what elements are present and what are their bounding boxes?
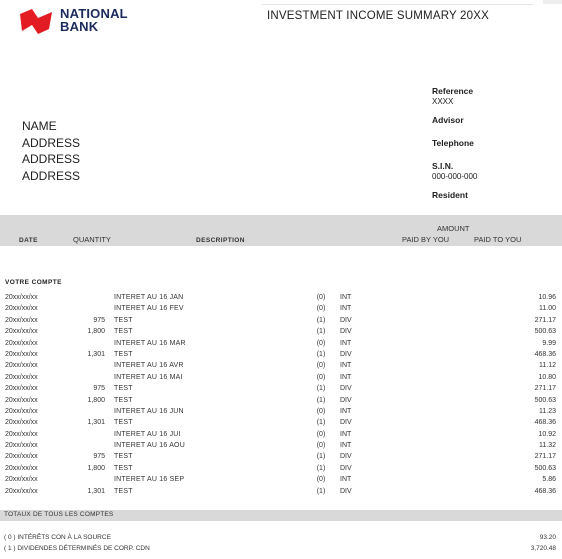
row-code: (1) — [316, 350, 326, 358]
row-amount: 11.12 — [539, 362, 556, 370]
table-row — [0, 304, 562, 315]
row-quantity: 1,301 — [87, 487, 105, 495]
row-code: (1) — [316, 316, 326, 324]
row-description: INTERET AU 16 JAN — [114, 294, 184, 301]
row-date: 20xx/xx/xx — [5, 305, 38, 313]
row-date: 20xx/xx/xx — [5, 430, 38, 438]
row-date: 20xx/xx/xx — [5, 350, 38, 358]
row-quantity: 1,800 — [87, 396, 105, 404]
row-type: DIV — [340, 419, 352, 427]
column-header-amount: AMOUNT — [437, 224, 470, 233]
row-code: (0) — [316, 407, 326, 415]
row-amount: 468.36 — [534, 419, 556, 427]
row-date: 20xx/xx/xx — [5, 328, 38, 336]
row-date: 20xx/xx/xx — [5, 464, 38, 472]
row-type: INT — [340, 373, 352, 381]
row-date: 20xx/xx/xx — [5, 362, 38, 370]
row-code: (1) — [316, 453, 326, 461]
row-quantity: 1,301 — [87, 350, 105, 358]
sin-label: S.I.N. — [432, 161, 454, 171]
total-line-label: ( 1 ) DIVIDENDES DÉTERMINÉS DE CORP. CDN — [4, 545, 150, 552]
row-description: TEST — [114, 419, 133, 427]
row-description: TEST — [114, 396, 133, 404]
client-name: NAME — [22, 119, 57, 133]
row-amount: 11.32 — [539, 442, 556, 450]
row-description: TEST — [114, 487, 133, 495]
row-code: (0) — [316, 442, 326, 450]
row-amount: 11.00 — [539, 305, 556, 313]
table-row — [0, 339, 562, 350]
row-description: INTERET AU 16 SEP — [114, 476, 185, 484]
column-header-quantity: QUANTITY — [73, 235, 111, 244]
row-code: (0) — [316, 476, 326, 484]
row-amount: 468.36 — [534, 487, 556, 495]
telephone-label: Telephone — [432, 138, 474, 148]
reference-value: XXXX — [432, 97, 454, 106]
client-address-line: ADDRESS — [22, 152, 81, 166]
row-quantity: 975 — [93, 385, 105, 393]
row-code: (0) — [316, 430, 326, 438]
row-quantity: 975 — [93, 316, 105, 324]
total-line-label: ( 0 ) INTÉRÊTS CON À LA SOURCE — [4, 534, 111, 541]
row-code: (1) — [316, 419, 326, 427]
row-type: INT — [340, 407, 352, 415]
row-type: DIV — [340, 453, 352, 461]
column-header-description: DESCRIPTION — [196, 237, 245, 244]
row-code: (0) — [316, 305, 326, 313]
column-header-date: DATE — [19, 237, 38, 244]
row-quantity: 1,800 — [87, 464, 105, 472]
top-rule — [262, 4, 534, 5]
row-code: (0) — [316, 373, 326, 381]
row-code: (1) — [316, 328, 326, 336]
row-description: TEST — [114, 385, 133, 393]
brand-name-line1: NATIONAL — [60, 6, 128, 21]
totals-label: TOTAUX DE TOUS LES COMPTES — [4, 511, 114, 518]
row-code: (1) — [316, 396, 326, 404]
row-amount: 271.17 — [534, 316, 556, 324]
row-amount: 500.63 — [534, 328, 556, 336]
row-type: DIV — [340, 328, 352, 336]
table-row — [0, 441, 562, 452]
row-description: TEST — [114, 453, 133, 461]
row-date: 20xx/xx/xx — [5, 419, 38, 427]
row-date: 20xx/xx/xx — [5, 339, 38, 347]
row-description: TEST — [114, 328, 133, 336]
document-title: INVESTMENT INCOME SUMMARY 20XX — [267, 10, 489, 22]
row-type: DIV — [340, 385, 352, 393]
row-amount: 9.99 — [542, 339, 556, 347]
row-date: 20xx/xx/xx — [5, 385, 38, 393]
table-row — [0, 350, 562, 361]
table-row — [0, 327, 562, 338]
row-type: INT — [340, 294, 352, 301]
row-date: 20xx/xx/xx — [5, 487, 38, 495]
row-amount: 271.17 — [534, 385, 556, 393]
row-date: 20xx/xx/xx — [5, 442, 38, 450]
transaction-table — [0, 293, 562, 498]
row-description: INTERET AU 16 MAI — [114, 373, 183, 381]
column-header-paid-by-you: PAID BY YOU — [402, 235, 450, 244]
row-description: INTERET AU 16 JUI — [114, 430, 181, 438]
brand-name-line2: BANK — [60, 19, 99, 34]
row-description: INTERET AU 16 AVR — [114, 362, 184, 370]
row-description: TEST — [114, 316, 133, 324]
table-row — [0, 430, 562, 441]
table-row — [0, 384, 562, 395]
client-address-block — [22, 118, 80, 184]
sin-value: 000-000-000 — [432, 172, 478, 181]
row-description: TEST — [114, 464, 133, 472]
row-type: INT — [340, 442, 352, 450]
table-row — [0, 316, 562, 327]
row-amount: 11.23 — [539, 407, 556, 415]
row-quantity: 975 — [93, 453, 105, 461]
row-type: INT — [340, 362, 352, 370]
brand-name — [60, 7, 128, 33]
total-line-value: 3,720.48 — [530, 545, 556, 552]
row-type: DIV — [340, 464, 352, 472]
row-description: INTERET AU 16 FEV — [114, 305, 184, 313]
table-row — [0, 475, 562, 486]
national-bank-logo-mark-icon — [18, 7, 54, 35]
table-row — [0, 361, 562, 372]
row-type: INT — [340, 305, 352, 313]
table-row — [0, 373, 562, 384]
total-line-value: 93.20 — [539, 534, 556, 541]
table-row — [0, 396, 562, 407]
table-row — [0, 487, 562, 498]
row-type: DIV — [340, 396, 352, 404]
table-header — [0, 215, 562, 246]
row-amount: 468.36 — [534, 350, 556, 358]
row-date: 20xx/xx/xx — [5, 396, 38, 404]
row-date: 20xx/xx/xx — [5, 407, 38, 415]
row-description: INTERET AU 16 AOU — [114, 442, 185, 450]
row-amount: 500.63 — [534, 464, 556, 472]
row-type: INT — [340, 339, 352, 347]
table-row — [0, 464, 562, 475]
reference-label: Reference — [432, 86, 474, 96]
table-row — [0, 418, 562, 429]
table-row — [0, 407, 562, 418]
row-type: INT — [340, 476, 352, 484]
row-amount: 500.63 — [534, 396, 556, 404]
top-corner-rule — [543, 0, 562, 4]
row-amount: 10.80 — [538, 373, 556, 381]
row-code: (0) — [316, 362, 326, 370]
client-address-line: ADDRESS — [22, 135, 81, 150]
row-type: INT — [340, 430, 352, 438]
resident-label: Resident — [432, 190, 468, 200]
row-code: (0) — [316, 339, 326, 347]
row-description: TEST — [114, 350, 133, 358]
row-amount: 5.86 — [542, 476, 556, 484]
section-label: VOTRE COMPTE — [5, 279, 62, 286]
row-type: DIV — [340, 316, 352, 324]
row-amount: 271.17 — [534, 453, 556, 461]
national-bank-logo — [18, 7, 138, 37]
table-row — [0, 452, 562, 463]
advisor-label: Advisor — [432, 115, 464, 125]
row-date: 20xx/xx/xx — [5, 453, 38, 461]
row-quantity: 1,800 — [87, 328, 105, 336]
row-description: INTERET AU 16 JUN — [114, 407, 184, 415]
row-amount: 10.92 — [538, 430, 556, 438]
row-date: 20xx/xx/xx — [5, 316, 38, 324]
row-code: (0) — [316, 294, 326, 301]
column-header-paid-to-you: PAID TO YOU — [474, 235, 522, 244]
row-type: DIV — [340, 350, 352, 358]
row-quantity: 1,301 — [87, 419, 105, 427]
row-date: 20xx/xx/xx — [5, 294, 38, 301]
row-code: (1) — [316, 487, 326, 495]
table-row — [0, 293, 562, 304]
row-type: DIV — [340, 487, 352, 495]
row-description: INTERET AU 16 MAR — [114, 339, 186, 347]
row-date: 20xx/xx/xx — [5, 373, 38, 381]
row-date: 20xx/xx/xx — [5, 476, 38, 484]
row-amount: 10.96 — [538, 294, 556, 301]
row-code: (1) — [316, 385, 326, 393]
client-address-line: ADDRESS — [22, 168, 81, 183]
row-code: (1) — [316, 464, 326, 472]
